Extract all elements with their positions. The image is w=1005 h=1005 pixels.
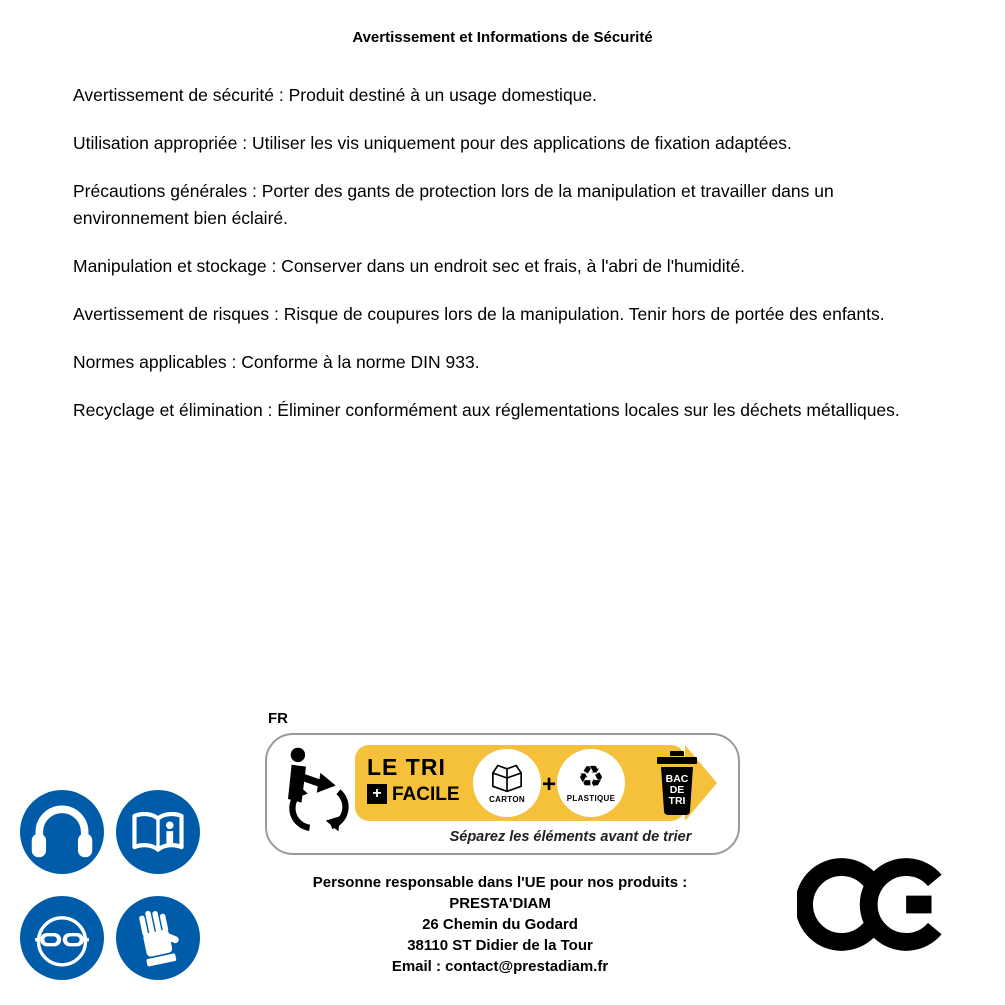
address-line-1: 26 Chemin du Godard — [422, 916, 578, 933]
paragraph-recyclage-elimination: Recyclage et élimination : Éliminer conformément aux réglementations locales sur les déchets métalliques. — [73, 400, 900, 420]
paragraph-normes-applicables: Normes applicables : Conforme à la norme DIN 933. — [73, 352, 480, 372]
eye-protection-icon — [20, 896, 104, 980]
ear-protection-icon — [20, 790, 104, 874]
carton-box-icon — [487, 762, 527, 794]
company-name: PRESTA'DIAM — [449, 895, 551, 912]
plastique-material-badge — [557, 749, 625, 817]
mandatory-safety-pictograms — [20, 790, 200, 980]
contact-email: Email : contact@prestadiam.fr — [391, 958, 609, 975]
page-title: Avertissement et Informations de Sécurité — [352, 29, 653, 46]
carton-material-badge — [473, 749, 541, 817]
protective-gloves-icon — [116, 896, 200, 980]
bin-text-de: DE — [669, 784, 685, 796]
read-manual-icon — [116, 790, 200, 874]
triman-icon — [279, 745, 351, 843]
paragraph-precautions-generales: Précautions générales : Porter des gants de protection lors de la manipulation et travailler dans un environnement bien éclairé. — [73, 181, 834, 228]
le-tri-text: LE TRI — [367, 754, 446, 780]
sorting-tagline: Séparez les éléments avant de trier — [449, 829, 692, 845]
paragraph-manipulation-stockage: Manipulation et stockage : Conserver dans un endroit sec et frais, à l'abri de l'humidité. — [73, 256, 746, 276]
plus-separator: + — [541, 771, 556, 798]
responsible-heading: Personne responsable dans l'UE pour nos produits : — [312, 874, 688, 891]
safety-text-block — [73, 82, 935, 445]
plastique-label: PLASTIQUE — [566, 794, 616, 803]
paragraph-avertissement-risques: Avertissement de risques : Risque de coupures lors de la manipulation. Tenir hors de portée des enfants. — [73, 304, 885, 324]
tri-facile-sorting-label — [265, 733, 740, 855]
bin-text-tri: TRI — [668, 795, 686, 807]
paragraph-avertissement-securite: Avertissement de sécurité : Produit destiné à un usage domestique. — [73, 85, 598, 105]
sorting-bin-icon — [655, 751, 699, 817]
responsible-party-block — [253, 872, 747, 977]
country-code-label: FR — [268, 710, 288, 727]
address-line-2: 38110 ST Didier de la Tour — [407, 937, 593, 954]
facile-text: FACILE — [392, 783, 460, 805]
carton-label: CARTON — [489, 795, 525, 804]
ce-marking-icon — [797, 856, 944, 953]
plus-box-icon: + — [367, 784, 387, 804]
le-tri-facile-wordmark — [367, 756, 460, 804]
bin-text-bac: BAC — [665, 773, 689, 785]
paragraph-utilisation-appropriee: Utilisation appropriée : Utiliser les vis uniquement pour des applications de fixation adaptées. — [73, 133, 792, 153]
recycling-symbol-icon: ♻ — [577, 761, 605, 794]
